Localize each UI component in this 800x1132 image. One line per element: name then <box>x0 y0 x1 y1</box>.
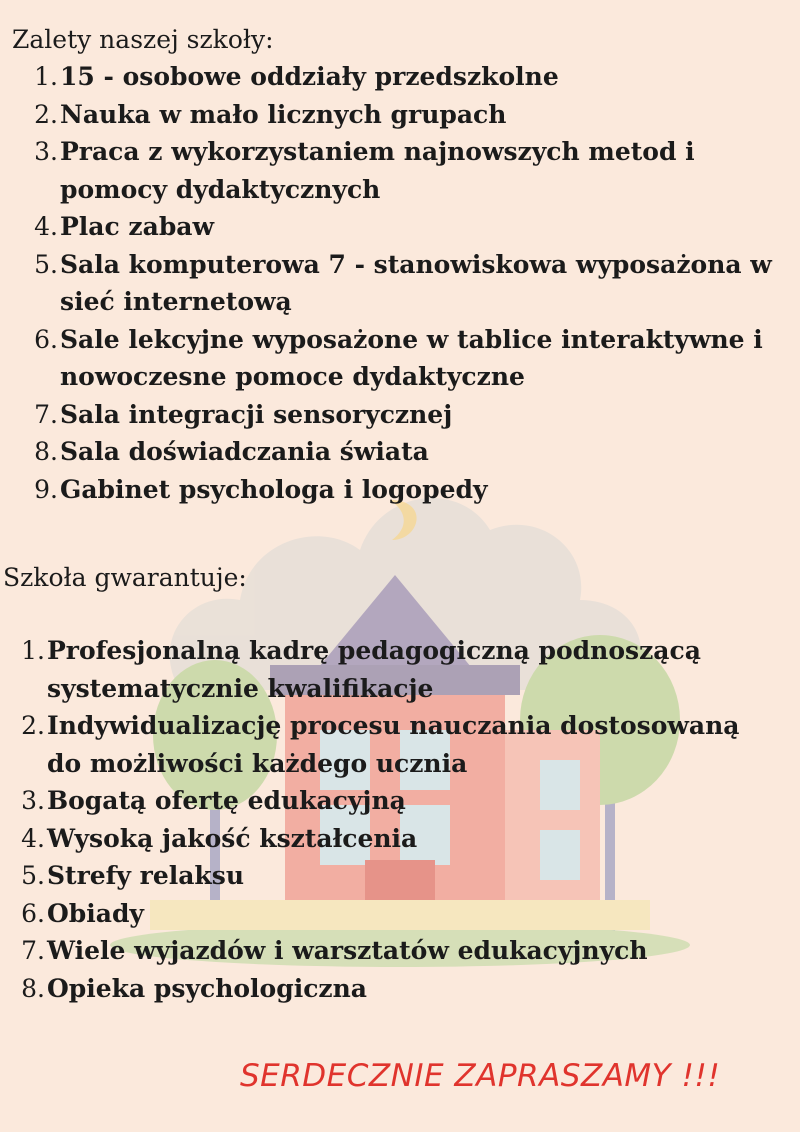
list-item-text-line: Wysoką jakość kształcenia <box>47 823 418 853</box>
closing-invitation: SERDECZNIE ZAPRASZAMY !!! <box>240 1058 721 1094</box>
list-item-number: 2. <box>21 711 45 740</box>
guarantee-item <box>21 782 739 820</box>
list-item-text-line: 15 - osobowe oddziały przedszkolne <box>60 62 559 91</box>
list-item-number: 6. <box>21 898 45 928</box>
list-item-number: 3. <box>21 786 45 815</box>
list-item-number: 8. <box>34 437 58 466</box>
list-item-number: 9. <box>34 474 58 504</box>
advantage-item <box>34 396 772 434</box>
list-item-number: 1. <box>34 62 58 91</box>
list-item-text-line: Profesjonalną kadrę pedagogiczną podnoszącą <box>47 636 701 665</box>
section1-heading: Zalety naszej szkoły: <box>12 25 274 54</box>
list-item-number: 5. <box>34 249 58 279</box>
advantages-list <box>34 58 772 508</box>
list-item-text-line: pomocy dydaktycznych <box>60 174 381 204</box>
list-item-text-line: systematycznie kwalifikacje <box>47 673 434 703</box>
section2-heading: Szkoła gwarantuje: <box>3 563 247 592</box>
list-item-text-line: Sala integracji sensorycznej <box>60 399 453 429</box>
advantage-item <box>34 208 772 246</box>
list-item-number: 4. <box>34 212 58 241</box>
list-item-number: 1. <box>21 636 45 665</box>
list-item-text-line: Sala komputerowa 7 - stanowiskowa wyposażona w <box>60 249 772 279</box>
list-item-number: 5. <box>21 861 45 890</box>
guarantee-item <box>21 932 739 970</box>
list-item-text-line: sieć internetową <box>60 287 292 316</box>
list-item-number: 4. <box>21 823 45 853</box>
list-item-text-line: Strefy relaksu <box>47 861 245 890</box>
list-item-text-line: Obiady <box>47 898 144 928</box>
list-item-text-line: Bogatą ofertę edukacyjną <box>47 786 406 815</box>
advantage-item <box>34 133 772 208</box>
list-item-text-line: Sala doświadczania świata <box>60 437 429 466</box>
list-item-number: 7. <box>34 399 58 429</box>
list-item-text-line: nowoczesne pomoce dydaktyczne <box>60 362 525 391</box>
list-item-number: 3. <box>34 137 58 166</box>
list-item-text-line: Sale lekcyjne wyposażone w tablice interaktywne i <box>60 324 763 354</box>
list-item-text-line: Nauka w mało licznych grupach <box>60 99 507 129</box>
list-item-number: 7. <box>21 936 45 965</box>
advantage-item <box>34 58 772 96</box>
list-item-text-line: Praca z wykorzystaniem najnowszych metod i <box>60 137 695 166</box>
list-item-number: 2. <box>34 99 58 129</box>
list-item-text-line: Plac zabaw <box>60 212 215 241</box>
list-item-number: 6. <box>34 324 58 354</box>
guarantee-item <box>21 970 739 1008</box>
guarantee-item <box>21 895 739 933</box>
list-item-text-line: do możliwości każdego ucznia <box>47 748 468 778</box>
guarantee-item <box>21 707 740 782</box>
list-item-text-line: Opieka psychologiczna <box>47 973 367 1003</box>
advantage-item <box>34 321 772 396</box>
advantage-item <box>34 471 772 509</box>
guarantee-item <box>21 820 739 858</box>
list-item-number: 8. <box>21 973 45 1003</box>
guarantees-list <box>21 632 740 1007</box>
guarantee-item <box>21 857 739 895</box>
guarantee-item <box>21 632 739 707</box>
list-item-text-line: Wiele wyjazdów i warsztatów edukacyjnych <box>47 936 648 965</box>
advantage-item <box>34 433 772 471</box>
list-item-text-line: Gabinet psychologa i logopedy <box>60 474 488 504</box>
list-item-text-line: Indywidualizację procesu nauczania dostosowaną <box>47 711 740 740</box>
advantage-item <box>34 96 772 134</box>
advantage-item <box>34 246 772 321</box>
